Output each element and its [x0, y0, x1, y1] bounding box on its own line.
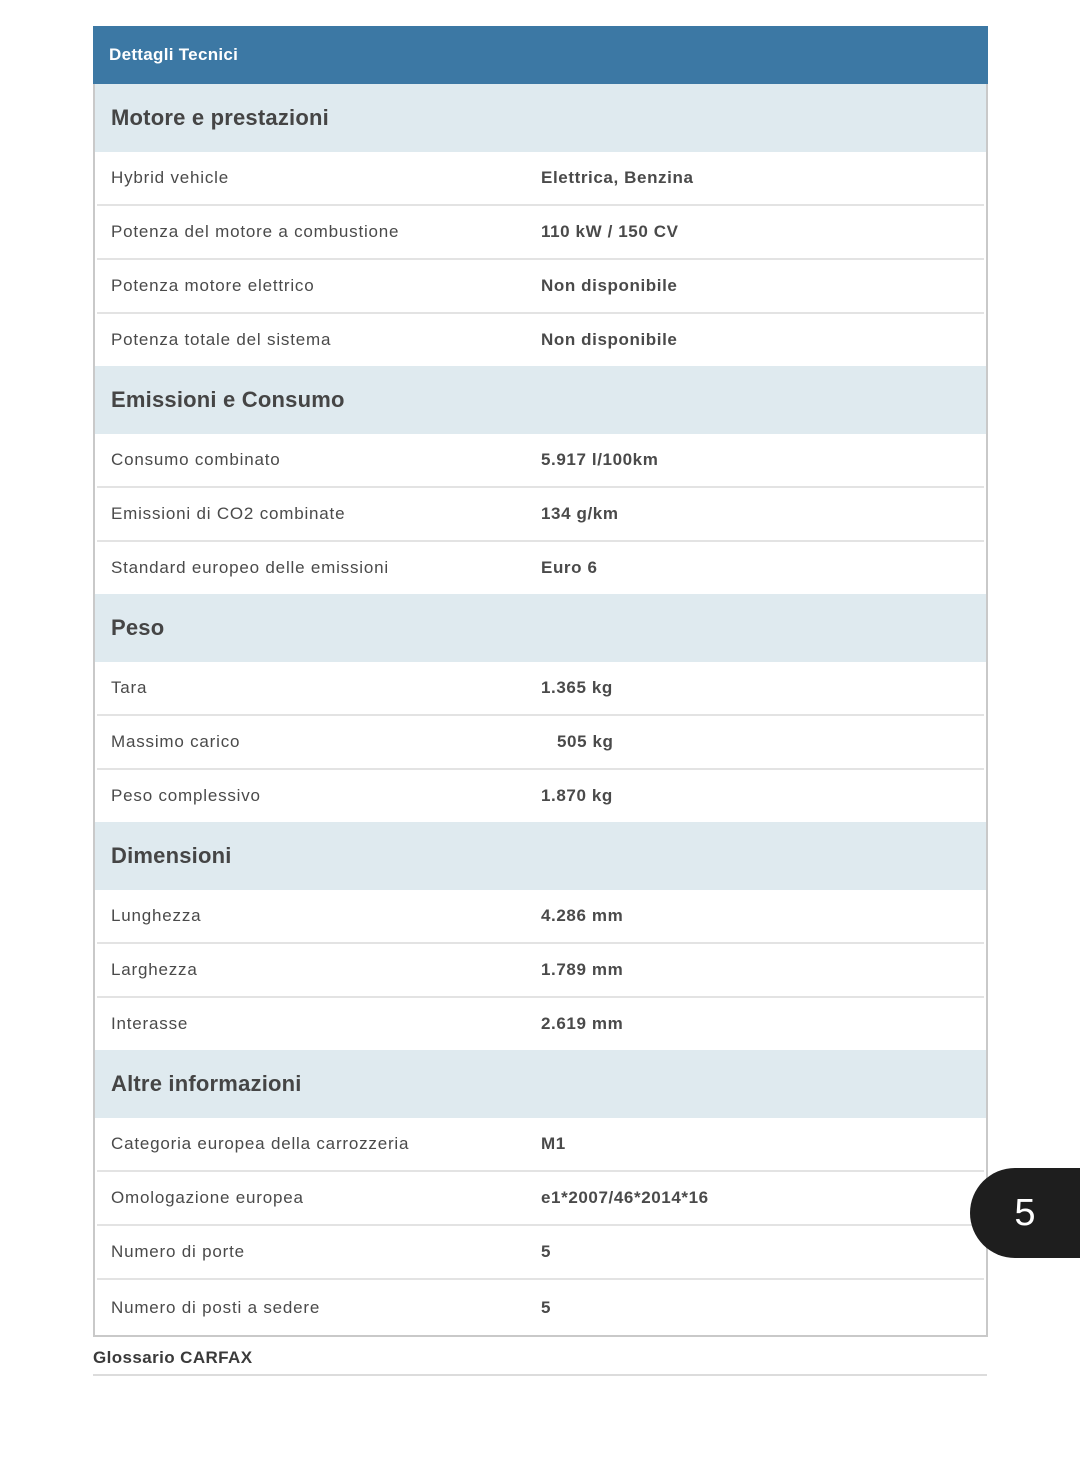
section-title: Altre informazioni [111, 1071, 302, 1096]
section-heading-motore [95, 84, 986, 152]
row-label: Consumo combinato [111, 450, 281, 469]
row-value: 5.917 l/100km [541, 450, 659, 469]
row-value: e1*2007/46*2014*16 [541, 1188, 709, 1207]
page-number: 5 [1014, 1191, 1036, 1234]
table-row [97, 1118, 984, 1170]
table-row [97, 204, 984, 258]
section-title: Motore e prestazioni [111, 105, 329, 130]
row-value: 5 [541, 1297, 552, 1317]
row-value: Non disponibile [541, 330, 678, 349]
row-label: Tara [111, 678, 148, 697]
table-row [97, 942, 984, 996]
row-label: Potenza motore elettrico [111, 276, 315, 295]
row-label: Lunghezza [111, 906, 202, 925]
row-label: Potenza del motore a combustione [111, 222, 400, 241]
row-value: 2.619 mm [541, 1014, 624, 1033]
row-label: Larghezza [111, 960, 198, 979]
section-heading-peso [95, 594, 986, 662]
table-header [93, 26, 988, 84]
row-label: Numero di porte [111, 1242, 245, 1261]
glossary-link[interactable] [93, 1348, 987, 1376]
table-row [97, 714, 984, 768]
row-value: 110 kW / 150 CV [541, 222, 679, 241]
page-number-badge[interactable] [970, 1168, 1080, 1258]
table-row [97, 768, 984, 822]
section-title: Emissioni e Consumo [111, 387, 345, 412]
row-label: Hybrid vehicle [111, 168, 229, 187]
table-row [97, 890, 984, 942]
technical-details-table [93, 26, 988, 1337]
table-row [97, 434, 984, 486]
row-value: 4.286 mm [541, 906, 624, 925]
row-label: Omologazione europea [111, 1188, 304, 1207]
row-label: Potenza totale del sistema [111, 330, 332, 349]
row-value: Elettrica, Benzina [541, 168, 694, 187]
row-label: Peso complessivo [111, 786, 261, 805]
row-value: Non disponibile [541, 276, 678, 295]
row-value: 1.789 mm [541, 960, 624, 979]
section-title: Dimensioni [111, 843, 232, 868]
section-heading-dimensioni [95, 822, 986, 890]
row-value: 134 g/km [541, 504, 619, 523]
row-value: Euro 6 [541, 558, 598, 577]
table-title: Dettagli Tecnici [109, 45, 239, 64]
table-row [97, 540, 984, 594]
section-title: Peso [111, 615, 165, 640]
table-row [97, 486, 984, 540]
table-row [97, 1278, 984, 1335]
row-value: M1 [541, 1134, 566, 1153]
table-row [97, 312, 984, 366]
row-value: 505 kg [557, 732, 614, 751]
row-label: Standard europeo delle emissioni [111, 558, 389, 577]
table-row [97, 1170, 984, 1224]
row-label: Interasse [111, 1014, 189, 1033]
row-label: Emissioni di CO2 combinate [111, 504, 346, 523]
row-label: Massimo carico [111, 732, 241, 751]
row-value: 5 [541, 1242, 552, 1261]
table-row [97, 662, 984, 714]
row-label: Numero di posti a sedere [111, 1297, 321, 1317]
table-row [97, 996, 984, 1050]
glossary-label[interactable]: Glossario CARFAX [93, 1348, 253, 1367]
row-value: 1.870 kg [541, 786, 613, 805]
section-heading-altre [95, 1050, 986, 1118]
table-row [97, 258, 984, 312]
table-row [97, 152, 984, 204]
section-heading-emissioni [95, 366, 986, 434]
row-value: 1.365 kg [541, 678, 613, 697]
row-label: Categoria europea della carrozzeria [111, 1134, 410, 1153]
table-row [97, 1224, 984, 1278]
